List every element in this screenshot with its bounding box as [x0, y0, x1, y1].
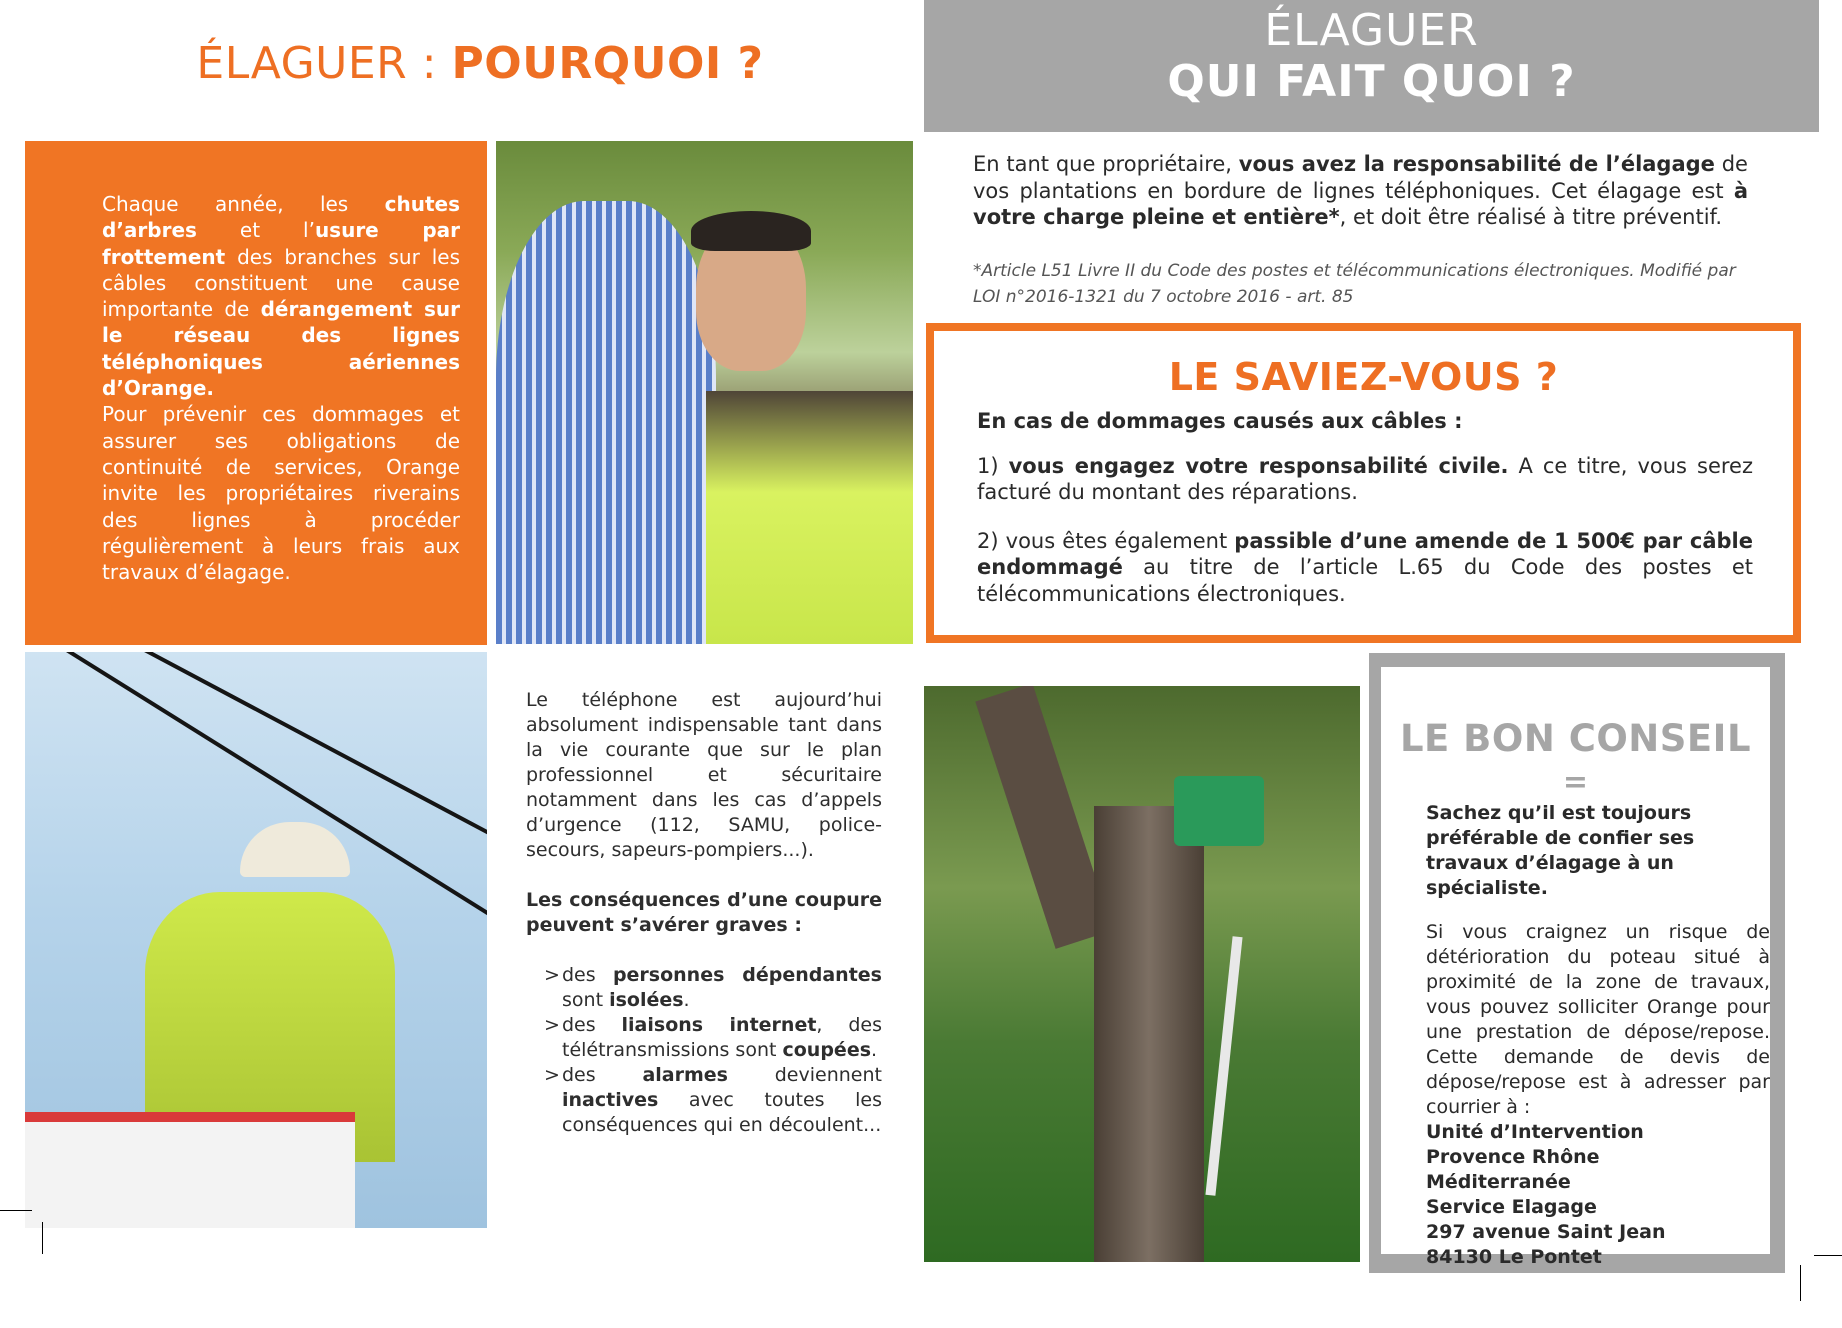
saviez-text-bold: vous engagez votre responsabilité civile.	[1008, 453, 1509, 478]
list-text-bold: alarmes	[642, 1064, 728, 1086]
right-header-line1: ÉLAGUER	[1264, 5, 1479, 56]
list-text: , des télétransmissions sont	[562, 1014, 882, 1061]
address-line: 297 avenue Saint Jean	[1426, 1221, 1666, 1243]
saviez-text: A ce titre, vous serez facturé du montant des réparations.	[977, 453, 1753, 504]
bon-conseil-title: LE BON CONSEIL	[1399, 717, 1752, 760]
right-header	[924, 0, 1819, 132]
bon-conseil-lead: Sachez qu’il est toujours préférable de confier ses travaux d’élagage à un spécialiste.	[1426, 802, 1695, 899]
list-marker: >	[544, 1064, 560, 1086]
saviez-vous-box	[926, 323, 1801, 643]
list-text: des	[562, 964, 613, 986]
left-title-light: ÉLAGUER :	[196, 38, 452, 89]
orange-info-block	[25, 141, 487, 645]
right-header-line2: QUI FAIT QUOI ?	[1167, 56, 1576, 107]
address-line: 84130 Le Pontet	[1426, 1246, 1602, 1268]
bon-conseil-frame	[1369, 653, 1785, 1273]
address-line: Provence Rhône	[1426, 1146, 1600, 1168]
orange-text-bold: dérangement sur le réseau des lignes téléphoniques aériennes d’Orange.	[102, 297, 461, 401]
list-item	[526, 1063, 882, 1138]
crop-mark	[1814, 1255, 1842, 1256]
right-intro-bold: vous avez la responsabilité de l’élagage	[1238, 152, 1715, 176]
photo-tree-pruning	[924, 686, 1360, 1262]
list-text: deviennent	[727, 1064, 882, 1086]
list-text: avec toutes les conséquences qui en découlent...	[562, 1089, 882, 1136]
legal-footnote: *Article L51 Livre II du Code des postes et télécommunications électroniques. Modifié par LOI n°2016-1321 du 7 octobre 2016 - art. 85	[973, 261, 1736, 307]
photo-hair-shape	[691, 211, 811, 251]
list-text-bold: isolées	[609, 989, 684, 1011]
photo-shirt-shape	[496, 201, 716, 644]
saviez-text: 2) vous êtes également	[977, 528, 1235, 553]
photo-technician-portrait	[496, 141, 913, 644]
middle-intro: Le téléphone est aujourd’hui absolument indispensable tant dans la vie courante que sur le plan professionnel et sécuritaire notamment dans les cas d’appels d’urgence (112, SAMU, police-secours, sapeurs-pompiers...).	[526, 689, 882, 861]
photo-lineman-on-cables	[25, 652, 487, 1228]
bon-conseil-text: Si vous craignez un risque de détérioration du poteau situé à proximité de la zone de travaux, vous pouvez solliciter Orange pour une prestation de dépose/repose. Cette demande de devis de dépose/repose est à adresser par courrier à :	[1426, 921, 1770, 1118]
right-intro-part: En tant que propriétaire,	[973, 152, 1239, 176]
bon-conseil-body	[1426, 801, 1770, 1270]
address-line: Unité d’Intervention	[1426, 1121, 1644, 1143]
right-intro-part: de vos plantations en bordure de lignes téléphoniques. Cet élagage est	[973, 152, 1748, 203]
left-title	[0, 38, 960, 89]
photo-cable-shape	[25, 652, 487, 857]
photo-saw-shape	[1174, 776, 1264, 846]
address-line: Service Elagage	[1426, 1196, 1597, 1218]
list-text: des	[562, 1064, 643, 1086]
crop-mark	[1800, 1265, 1801, 1301]
left-title-bold: POURQUOI ?	[451, 38, 764, 89]
photo-vest-shape	[706, 391, 913, 644]
photo-helmet-shape	[240, 822, 350, 877]
orange-text-paragraph2: Pour prévenir ces dommages et assurer ses obligations de continuité de services, Orange invite les propriétaires riverains des lignes à procéder régulièrement à leurs frais aux travaux d’élagage.	[102, 402, 460, 585]
orange-text-part: des branches sur les câbles constituent une cause importante de	[102, 244, 460, 322]
saviez-vous-title: LE SAVIEZ-VOUS ?	[1168, 355, 1559, 399]
orange-text-bold: usure par frottement	[102, 218, 460, 269]
bon-conseil-box	[1381, 667, 1770, 1268]
orange-info-text	[102, 191, 460, 585]
list-text-bold: personnes dépendantes	[612, 964, 882, 986]
middle-consequences-heading: Les conséquences d’une coupure peuvent s’avérer graves :	[526, 889, 882, 936]
list-text-bold: liaisons internet	[621, 1014, 817, 1036]
right-intro-text	[973, 151, 1748, 231]
photo-trunk-shape	[1094, 806, 1204, 1262]
right-intro-part: , et doit être réalisé à titre préventif.	[1339, 205, 1723, 229]
list-text: des	[562, 1014, 622, 1036]
list-text-bold: inactives	[562, 1089, 659, 1111]
saviez-vous-lead: En cas de dommages causés aux câbles :	[977, 409, 1463, 433]
list-marker: >	[544, 964, 560, 986]
address-line: Méditerranée	[1426, 1171, 1571, 1193]
consequences-list	[526, 963, 882, 1138]
crop-mark	[42, 1222, 43, 1254]
list-item	[526, 1013, 882, 1063]
list-marker: >	[544, 1014, 560, 1036]
list-text-bold: coupées	[782, 1039, 872, 1061]
photo-bucket-shape	[25, 1112, 355, 1228]
bon-conseil-equals: =	[1562, 765, 1589, 800]
list-text: sont	[562, 989, 610, 1011]
saviez-text-bold: passible d’une amende de 1 500€ par câble endommagé	[977, 528, 1753, 579]
photo-branch-shape	[975, 686, 1112, 949]
saviez-vous-point1	[977, 453, 1753, 506]
list-item	[526, 963, 882, 1013]
photo-shears-shape	[1205, 936, 1242, 1196]
list-text: .	[871, 1039, 878, 1061]
middle-text-column	[526, 688, 882, 1138]
saviez-vous-body	[977, 408, 1753, 629]
right-intro-bold: à votre charge pleine et entière*	[973, 178, 1748, 229]
orange-text-part: et l’	[196, 218, 315, 243]
saviez-text: au titre de l’article L.65 du Code des postes et télécommunications électroniques.	[977, 555, 1753, 606]
saviez-vous-point2	[977, 528, 1753, 608]
orange-text-bold: chutes d’arbres	[102, 192, 460, 243]
list-text: .	[683, 989, 690, 1011]
orange-text-part: Chaque année, les	[102, 192, 385, 216]
crop-mark	[0, 1210, 32, 1211]
saviez-text: 1)	[977, 453, 1009, 478]
